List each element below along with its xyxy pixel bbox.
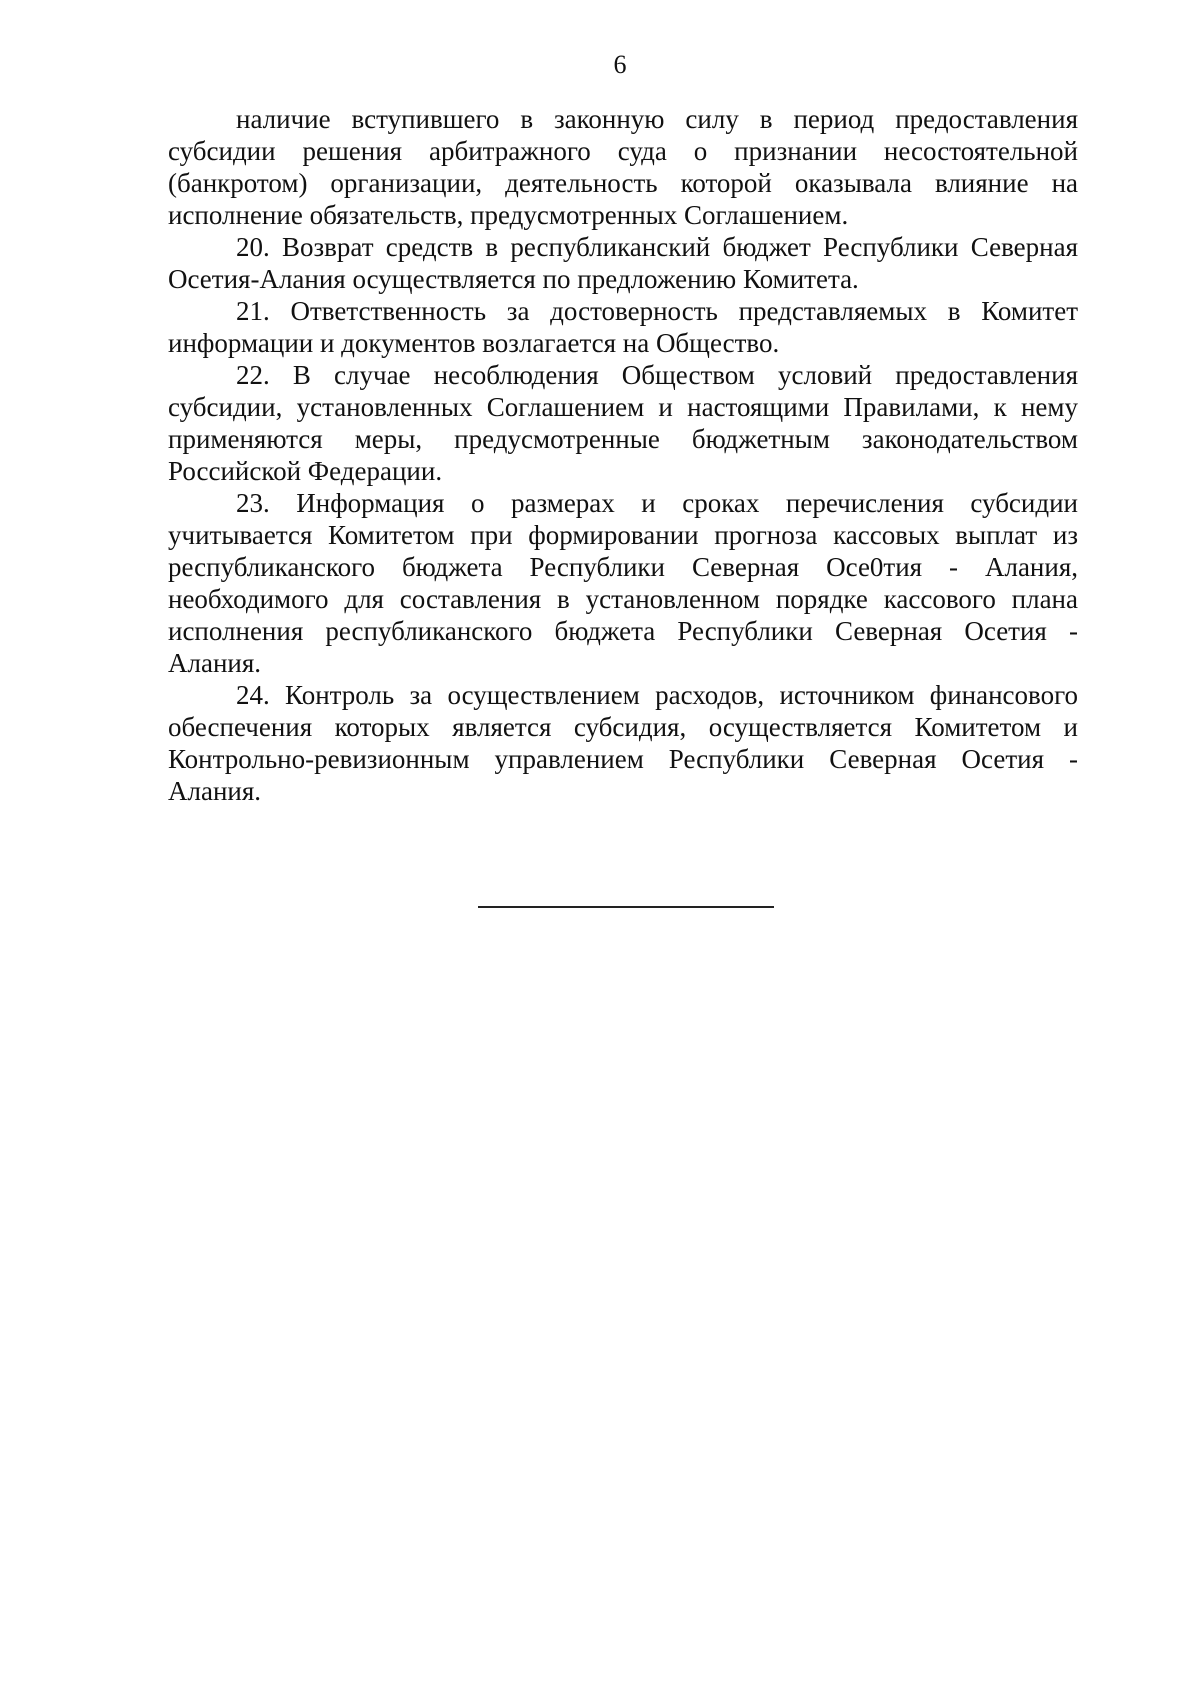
paragraph-bankruptcy-condition: наличие вступившего в законную силу в период предоставления субсидии решения арбитражного суда о признании несостоятельной (банкротом) организации, деятельность которой оказывала влияние на исполнение обязательств, предусмотренных Соглашением. <box>168 104 1078 230</box>
paragraph-20-refund: 20. Возврат средств в республиканский бюджет Республики Северная Осетия-Алания осуществляется по предложению Комитета. <box>168 232 1078 294</box>
paragraph-21-responsibility: 21. Ответственность за достоверность представляемых в Комитет информации и документов возлагается на Общество. <box>168 296 1078 358</box>
paragraph-24-control: 24. Контроль за осуществлением расходов, источником финансового обеспечения которых является субсидия, осуществляется Комитетом и Контрольно-ревизионным управлением Республики Северная Осетия - Алания. <box>168 680 1078 806</box>
end-divider-line <box>478 906 774 908</box>
paragraph-22-noncompliance: 22. В случае несоблюдения Обществом условий предоставления субсидии, установленных Соглашением и настоящими Правилами, к нему применяются меры, предусмотренные бюджетным законодательством Российской Федерации. <box>168 360 1078 486</box>
page-number: 6 <box>613 50 627 79</box>
document-body <box>168 103 1078 807</box>
paragraph-23-information: 23. Информация о размерах и сроках перечисления субсидии учитывается Комитетом при формировании прогноза кассовых выплат из республиканского бюджета Республики Северная Осе0тия - Алания, необходимого для составления в установленном порядке кассового плана исполнения республиканского бюджета Республики Северная Осетия - Алания. <box>168 488 1078 678</box>
